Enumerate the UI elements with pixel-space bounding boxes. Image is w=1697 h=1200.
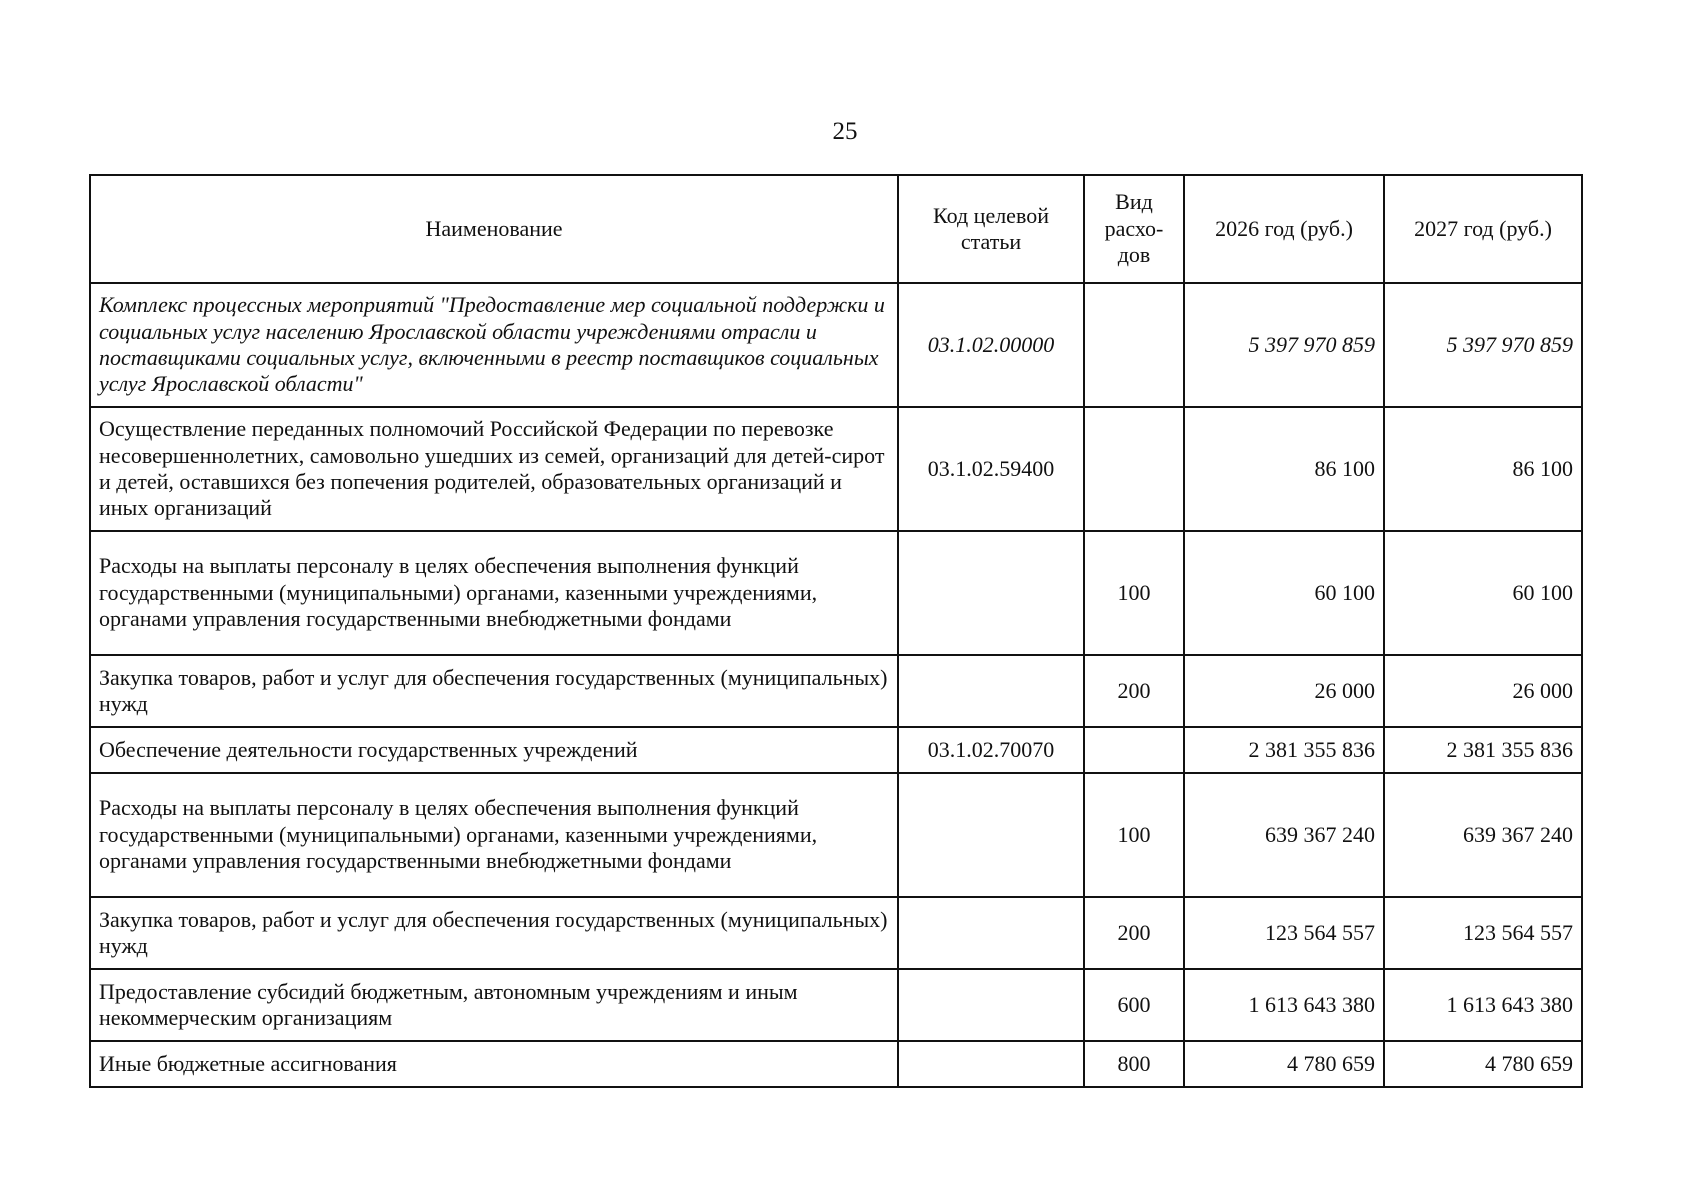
table-row xyxy=(90,727,1582,773)
table-row xyxy=(90,1041,1582,1087)
cell-expense-type: 800 xyxy=(1084,1041,1184,1087)
budget-table xyxy=(89,174,1583,1088)
cell-name: Закупка товаров, работ и услуг для обеспечения государственных (муниципальных) нужд xyxy=(90,897,898,969)
cell-2027: 1 613 643 380 xyxy=(1384,969,1582,1041)
table-row xyxy=(90,655,1582,727)
cell-2026: 123 564 557 xyxy=(1184,897,1384,969)
header-name: Наименование xyxy=(90,175,898,283)
cell-code xyxy=(898,655,1084,727)
table-row xyxy=(90,773,1582,897)
cell-name: Расходы на выплаты персоналу в целях обеспечения выполнения функций государственными (муниципальными) органами, казенными учреждениями, органами управления государственными внебюджетными фондами xyxy=(90,773,898,897)
cell-2027: 60 100 xyxy=(1384,531,1582,655)
cell-expense-type: 600 xyxy=(1084,969,1184,1041)
cell-expense-type: 200 xyxy=(1084,897,1184,969)
cell-2027: 2 381 355 836 xyxy=(1384,727,1582,773)
table-body xyxy=(90,283,1582,1087)
cell-code: 03.1.02.00000 xyxy=(898,283,1084,407)
cell-code xyxy=(898,969,1084,1041)
cell-2026: 639 367 240 xyxy=(1184,773,1384,897)
cell-2026: 1 613 643 380 xyxy=(1184,969,1384,1041)
cell-2026: 5 397 970 859 xyxy=(1184,283,1384,407)
page-number: 25 xyxy=(832,118,858,145)
cell-name: Комплекс процессных мероприятий "Предоставление мер социальной поддержки и социальных услуг населению Ярославской области учреждениями отрасли и поставщиками социальных услуг, включенными в реестр поставщиков социальных услуг Ярославской области" xyxy=(90,283,898,407)
table-row xyxy=(90,969,1582,1041)
table-row xyxy=(90,531,1582,655)
cell-code xyxy=(898,773,1084,897)
header-row xyxy=(90,175,1582,283)
table-row xyxy=(90,283,1582,407)
table-row xyxy=(90,897,1582,969)
cell-expense-type xyxy=(1084,283,1184,407)
cell-expense-type: 100 xyxy=(1084,773,1184,897)
cell-code xyxy=(898,897,1084,969)
cell-code xyxy=(898,531,1084,655)
cell-2026: 4 780 659 xyxy=(1184,1041,1384,1087)
header-2026: 2026 год (руб.) xyxy=(1184,175,1384,283)
header-expense-type: Вид расхо-дов xyxy=(1084,175,1184,283)
cell-2027: 86 100 xyxy=(1384,407,1582,531)
cell-expense-type xyxy=(1084,407,1184,531)
cell-expense-type: 200 xyxy=(1084,655,1184,727)
cell-expense-type xyxy=(1084,727,1184,773)
header-code: Код целевой статьи xyxy=(898,175,1084,283)
cell-name: Предоставление субсидий бюджетным, автономным учреждениям и иным некоммерческим организациям xyxy=(90,969,898,1041)
cell-2027: 26 000 xyxy=(1384,655,1582,727)
table-row xyxy=(90,407,1582,531)
header-2027: 2027 год (руб.) xyxy=(1384,175,1582,283)
cell-2026: 2 381 355 836 xyxy=(1184,727,1384,773)
cell-name: Иные бюджетные ассигнования xyxy=(90,1041,898,1087)
cell-2027: 5 397 970 859 xyxy=(1384,283,1582,407)
cell-2027: 123 564 557 xyxy=(1384,897,1582,969)
cell-name: Расходы на выплаты персоналу в целях обеспечения выполнения функций государственными (муниципальными) органами, казенными учреждениями, органами управления государственными внебюджетными фондами xyxy=(90,531,898,655)
cell-2026: 86 100 xyxy=(1184,407,1384,531)
cell-2026: 26 000 xyxy=(1184,655,1384,727)
cell-code: 03.1.02.59400 xyxy=(898,407,1084,531)
cell-code: 03.1.02.70070 xyxy=(898,727,1084,773)
table-header xyxy=(90,175,1582,283)
cell-name: Осуществление переданных полномочий Российской Федерации по перевозке несовершеннолетних, самовольно ушедших из семей, организаций для детей-сирот и детей, оставшихся без попечения родителей, образовательных организаций и иных организаций xyxy=(90,407,898,531)
cell-2026: 60 100 xyxy=(1184,531,1384,655)
cell-code xyxy=(898,1041,1084,1087)
cell-name: Закупка товаров, работ и услуг для обеспечения государственных (муниципальных) нужд xyxy=(90,655,898,727)
cell-name: Обеспечение деятельности государственных учреждений xyxy=(90,727,898,773)
cell-expense-type: 100 xyxy=(1084,531,1184,655)
cell-2027: 4 780 659 xyxy=(1384,1041,1582,1087)
cell-2027: 639 367 240 xyxy=(1384,773,1582,897)
